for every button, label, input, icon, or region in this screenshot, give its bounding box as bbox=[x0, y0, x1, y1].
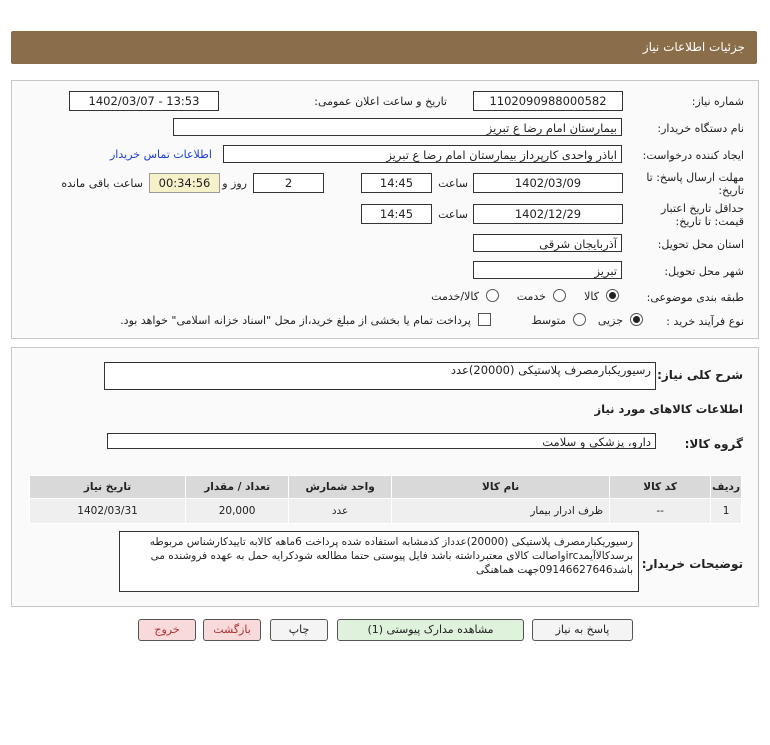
category-radio-goods-service[interactable] bbox=[486, 289, 499, 302]
process-radio-minor[interactable] bbox=[630, 313, 643, 326]
table-row bbox=[30, 499, 742, 524]
category-radio-goods[interactable] bbox=[606, 289, 619, 302]
col-code: کد کالا bbox=[610, 476, 711, 499]
province-field: آذربایجان شرقی bbox=[473, 234, 622, 252]
treasury-payment-note: پرداخت تمام یا بخشی از مبلغ خرید،از محل "اسناد خزانه اسلامی" خواهد بود. bbox=[120, 314, 471, 327]
announce-datetime-label: تاریخ و ساعت اعلان عمومی: bbox=[314, 95, 447, 108]
reply-date-field: 1402/03/09 bbox=[473, 173, 623, 193]
category-radio-service[interactable] bbox=[553, 289, 566, 302]
col-quantity: تعداد / مقدار bbox=[186, 476, 289, 499]
province-label: استان محل تحویل: bbox=[657, 238, 744, 251]
requester-field: اباذر واحدی کارپرداز بیمارستان امام رضا ع تبریز bbox=[223, 145, 622, 163]
category-option-service: خدمت bbox=[516, 290, 546, 303]
remaining-label: ساعت باقی مانده bbox=[61, 177, 143, 190]
buyer-org-field: بیمارستان امام رضا ع تبریز bbox=[173, 118, 622, 136]
reply-deadline-label: مهلت ارسال پاسخ: تا bbox=[646, 171, 744, 184]
category-option-goods-service: کالا/خدمت bbox=[431, 290, 479, 303]
need-number-label: شماره نیاز: bbox=[691, 95, 744, 108]
col-date: تاریخ نیاز bbox=[30, 476, 186, 499]
reply-time-field: 14:45 bbox=[361, 173, 432, 193]
col-name: نام کالا bbox=[392, 476, 610, 499]
price-validity-label: حداقل تاریخ اعتبار bbox=[660, 202, 744, 215]
buyer-org-label: نام دستگاه خریدار: bbox=[657, 122, 744, 135]
process-option-minor: جزیی bbox=[597, 314, 623, 327]
need-number-field: 1102090988000582 bbox=[473, 91, 623, 111]
process-option-medium: متوسط bbox=[531, 314, 566, 327]
cell-date: 1402/03/31 bbox=[30, 499, 186, 524]
goods-group-field: دارو، پزشکی و سلامت bbox=[107, 433, 656, 449]
page-title: جزئیات اطلاعات نیاز bbox=[642, 40, 745, 54]
buyer-notes-label: توضیحات خریدار: bbox=[641, 557, 743, 571]
goods-section-title: اطلاعات کالاهای مورد نیاز bbox=[594, 402, 743, 416]
col-row: ردیف bbox=[711, 476, 742, 499]
category-label: طبقه بندی موضوعی: bbox=[646, 291, 744, 304]
price-validity-time-label: ساعت bbox=[438, 208, 468, 221]
remaining-days-field: 2 bbox=[253, 173, 324, 193]
buyer-contact-link[interactable]: اطلاعات تماس خریدار bbox=[110, 148, 212, 161]
reply-time-label: ساعت bbox=[438, 177, 468, 190]
col-unit: واحد شمارش bbox=[289, 476, 392, 499]
cell-row: 1 bbox=[711, 499, 742, 524]
cell-name: ظرف ادرار بیمار bbox=[392, 499, 610, 524]
reply-button[interactable]: پاسخ به نیاز bbox=[532, 619, 633, 641]
exit-button[interactable]: خروج bbox=[138, 619, 196, 641]
goods-table bbox=[29, 475, 742, 524]
reply-deadline-label-2: تاریخ: bbox=[718, 184, 744, 197]
goods-group-label: گروه کالا: bbox=[684, 437, 743, 451]
category-option-goods: کالا bbox=[584, 290, 599, 303]
buyer-notes-field: رسیوریکبارمصرف پلاستیکی (20000)عدداز کدمشابه استفاده شده پرداخت 6ماهه کالابه تاییدکارشناس مربوطه برسدکالاآیمدircواصالت کالای معتبرداشته باشد فایل پیوستی حتما مطالعه شودکرایه حمل به عهده فروشنده می باشد09146627646جهت هماهنگی bbox=[119, 531, 639, 592]
summary-field: رسیوریکبارمصرف پلاستیکی (20000)عدد bbox=[104, 362, 656, 390]
page-header bbox=[11, 31, 757, 64]
cell-unit: عدد bbox=[289, 499, 392, 524]
price-validity-time-field: 14:45 bbox=[361, 204, 432, 224]
cell-code: -- bbox=[610, 499, 711, 524]
cell-quantity: 20,000 bbox=[186, 499, 289, 524]
remaining-time-field: 00:34:56 bbox=[149, 173, 220, 193]
back-button[interactable]: بازگشت bbox=[203, 619, 261, 641]
announce-datetime-field: 1402/03/07 - 13:53 bbox=[69, 91, 219, 111]
process-type-label: نوع فرآیند خرید : bbox=[666, 315, 744, 328]
process-radio-medium[interactable] bbox=[573, 313, 586, 326]
table-header-row bbox=[30, 476, 742, 499]
print-button[interactable]: چاپ bbox=[270, 619, 328, 641]
attachments-button[interactable]: مشاهده مدارک پیوستی (1) bbox=[337, 619, 524, 641]
price-validity-label-2: قیمت: تا تاریخ: bbox=[675, 215, 744, 228]
city-field: تبریز bbox=[473, 261, 622, 279]
requester-label: ایجاد کننده درخواست: bbox=[642, 149, 744, 162]
days-label: روز و bbox=[222, 177, 247, 190]
city-label: شهر محل تحویل: bbox=[664, 265, 744, 278]
treasury-payment-checkbox[interactable] bbox=[478, 313, 491, 326]
price-validity-date-field: 1402/12/29 bbox=[473, 204, 623, 224]
summary-label: شرح کلی نیاز: bbox=[657, 368, 743, 382]
